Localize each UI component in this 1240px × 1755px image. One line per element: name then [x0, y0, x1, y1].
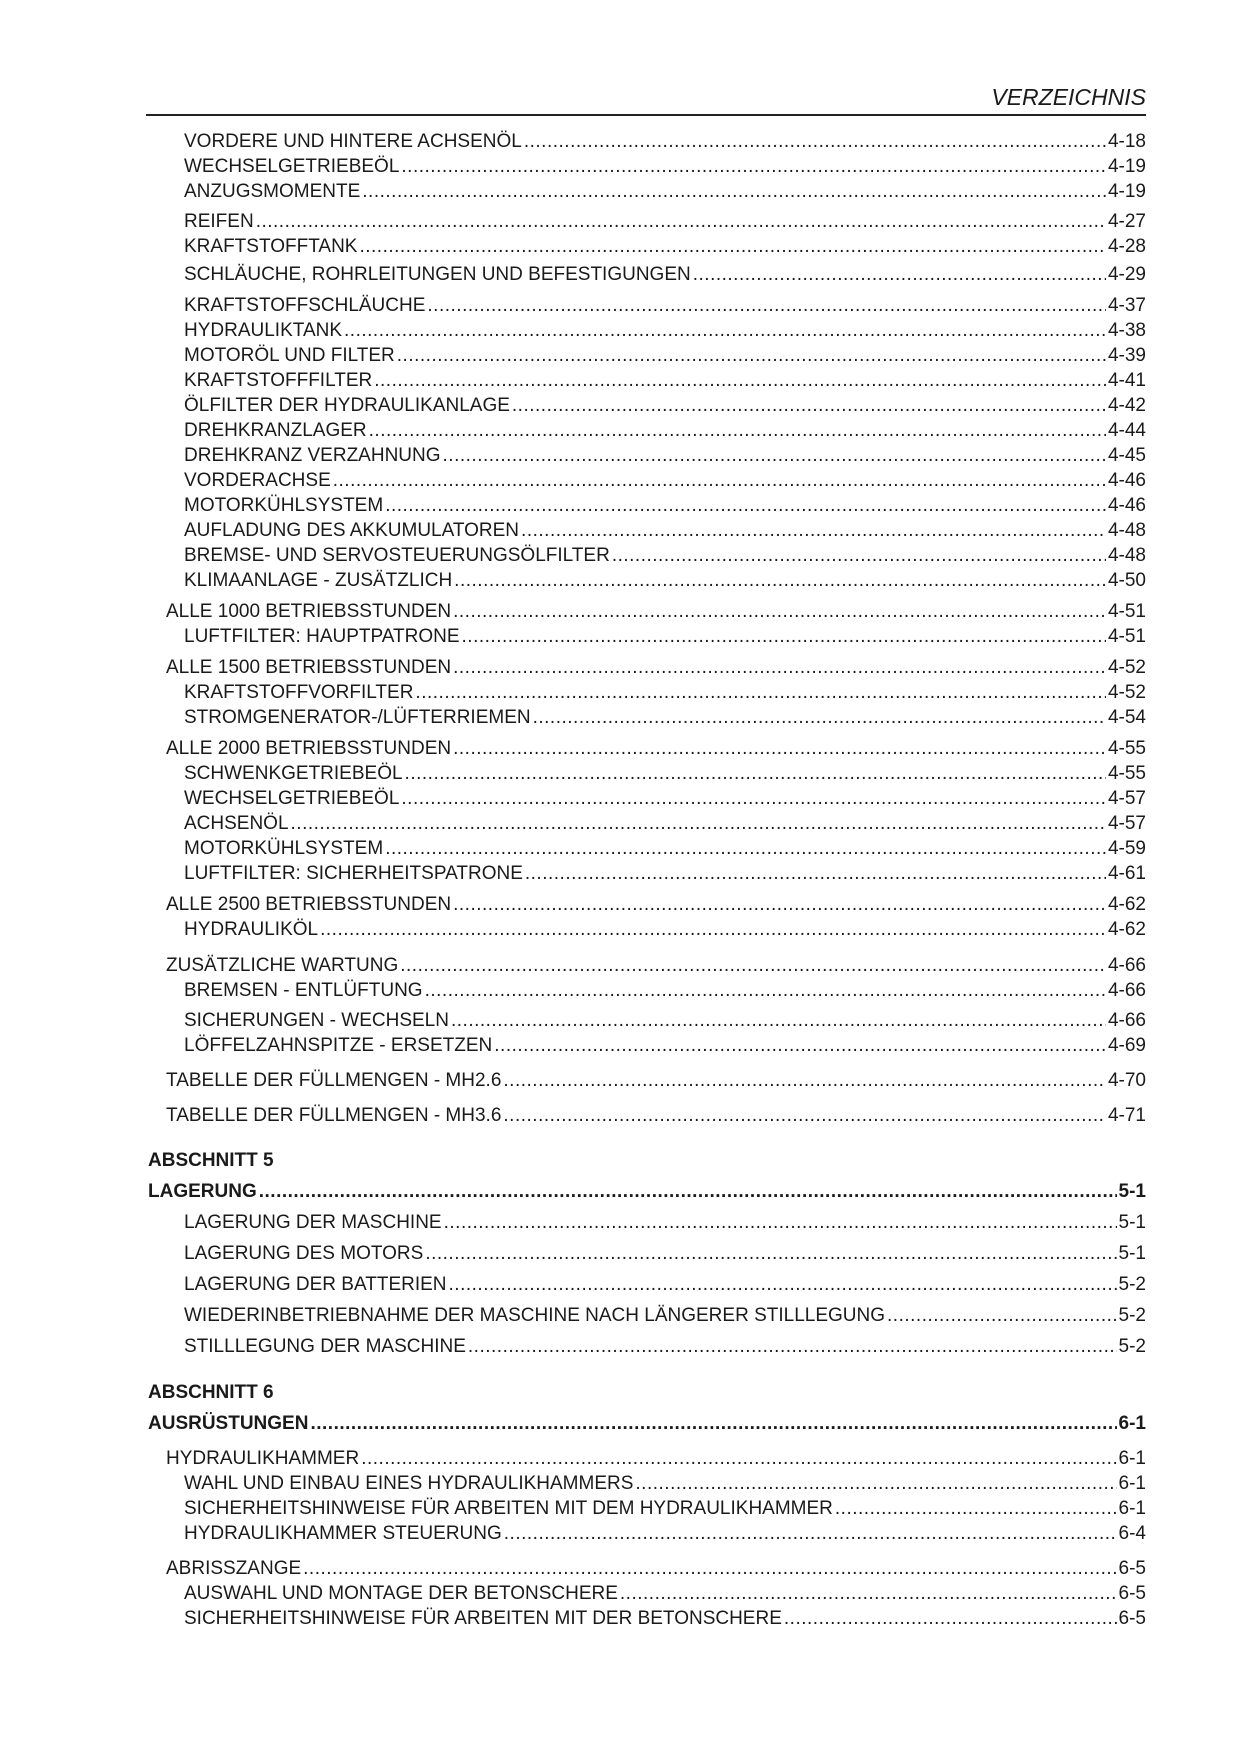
toc-entry[interactable]: HYDRAULIKÖL ..... 4-62 [184, 919, 1146, 941]
toc-entry[interactable]: ZUSÄTZLICHE WARTUNG ..... 4-66 [166, 955, 1146, 977]
toc-entry[interactable]: ACHSENÖL ..... 4-57 [184, 813, 1146, 835]
toc-entry[interactable]: SCHWENKGETRIEBEÖL ..... 4-55 [184, 763, 1146, 785]
toc-entry[interactable]: ALLE 1000 BETRIEBSSTUNDEN ..... 4-51 [166, 601, 1146, 623]
toc-entry[interactable]: MOTORÖL UND FILTER ..... 4-39 [184, 345, 1146, 367]
toc-entry[interactable]: KRAFTSTOFFSCHLÄUCHE ..... 4-37 [184, 295, 1146, 317]
toc-entry[interactable]: LAGERUNG DER MASCHINE ..... 5-1 [184, 1212, 1146, 1234]
toc-entry[interactable]: VORDERACHSE ..... 4-46 [184, 470, 1146, 492]
toc-entry[interactable]: SICHERHEITSHINWEISE FÜR ARBEITEN MIT DEM HYDRAULIKHAMMER ..... 6-1 [184, 1498, 1146, 1520]
toc-entry[interactable]: ALLE 1500 BETRIEBSSTUNDEN ..... 4-52 [166, 657, 1146, 679]
toc-entry[interactable]: VORDERE UND HINTERE ACHSENÖL ..... 4-18 [184, 131, 1146, 153]
toc-entry[interactable]: WECHSELGETRIEBEÖL ..... 4-19 [184, 156, 1146, 178]
section-label: ABSCHNITT 6 [148, 1382, 274, 1403]
toc-entry[interactable]: TABELLE DER FÜLLMENGEN - MH2.6 ..... 4-70 [166, 1070, 1146, 1092]
toc-entry[interactable]: BREMSE- UND SERVOSTEUERUNGSÖLFILTER ..... 4-48 [184, 545, 1146, 567]
toc-entry[interactable]: DREHKRANZLAGER ..... 4-44 [184, 420, 1146, 442]
toc-entry[interactable]: HYDRAULIKTANK ..... 4-38 [184, 320, 1146, 342]
toc-entry[interactable]: LUFTFILTER: SICHERHEITSPATRONE ..... 4-61 [184, 863, 1146, 885]
toc-entry[interactable]: MOTORKÜHLSYSTEM ..... 4-46 [184, 495, 1146, 517]
toc-entry[interactable]: DREHKRANZ VERZAHNUNG ..... 4-45 [184, 445, 1146, 467]
toc-entry[interactable]: MOTORKÜHLSYSTEM ..... 4-59 [184, 838, 1146, 860]
toc-entry[interactable]: WAHL UND EINBAU EINES HYDRAULIKHAMMERS ..... 6-1 [184, 1473, 1146, 1495]
toc-entry[interactable]: KRAFTSTOFFVORFILTER ..... 4-52 [184, 682, 1146, 704]
toc-entry[interactable]: ABRISSZANGE ..... 6-5 [166, 1558, 1146, 1580]
toc-entry[interactable]: ANZUGSMOMENTE ..... 4-19 [184, 181, 1146, 203]
toc-entry[interactable]: STILLLEGUNG DER MASCHINE ..... 5-2 [184, 1336, 1146, 1358]
toc-entry[interactable]: KRAFTSTOFFFILTER ..... 4-41 [184, 370, 1146, 392]
toc-entry[interactable]: SICHERUNGEN - WECHSELN ..... 4-66 [184, 1010, 1146, 1032]
toc-entry[interactable]: TABELLE DER FÜLLMENGEN - MH3.6 ..... 4-71 [166, 1105, 1146, 1127]
toc-entry[interactable]: HYDRAULIKHAMMER STEUERUNG ..... 6-4 [184, 1523, 1146, 1545]
chapter-entry[interactable]: LAGERUNG ..... 5-1 [148, 1181, 1146, 1203]
toc-entry[interactable]: KRAFTSTOFFTANK ..... 4-28 [184, 236, 1146, 258]
toc-entry[interactable]: STROMGENERATOR-/LÜFTERRIEMEN ..... 4-54 [184, 707, 1146, 729]
toc-entry[interactable]: AUFLADUNG DES AKKUMULATOREN ..... 4-48 [184, 520, 1146, 542]
toc-entry[interactable]: ALLE 2000 BETRIEBSSTUNDEN ..... 4-55 [166, 738, 1146, 760]
chapter-entry[interactable]: AUSRÜSTUNGEN ..... 6-1 [148, 1413, 1146, 1435]
toc-entry[interactable]: WECHSELGETRIEBEÖL ..... 4-57 [184, 788, 1146, 810]
section-label: ABSCHNITT 5 [148, 1150, 274, 1171]
toc-entry[interactable]: BREMSEN - ENTLÜFTUNG ..... 4-66 [184, 980, 1146, 1002]
toc-entry[interactable]: HYDRAULIKHAMMER ..... 6-1 [166, 1448, 1146, 1470]
toc-entry[interactable]: REIFEN ..... 4-27 [184, 211, 1146, 233]
toc-entry[interactable]: LAGERUNG DER BATTERIEN ..... 5-2 [184, 1274, 1146, 1296]
toc-entry[interactable]: LUFTFILTER: HAUPTPATRONE ..... 4-51 [184, 626, 1146, 648]
toc-entry[interactable]: SICHERHEITSHINWEISE FÜR ARBEITEN MIT DER BETONSCHERE ..... 6-5 [184, 1608, 1146, 1630]
toc-entry[interactable]: LAGERUNG DES MOTORS ..... 5-1 [184, 1243, 1146, 1265]
toc-entry[interactable]: KLIMAANLAGE - ZUSÄTZLICH ..... 4-50 [184, 570, 1146, 592]
page-title: VERZEICHNIS [991, 84, 1146, 110]
toc-entry[interactable]: ÖLFILTER DER HYDRAULIKANLAGE ..... 4-42 [184, 395, 1146, 417]
toc-entry[interactable]: LÖFFELZAHNSPITZE - ERSETZEN ..... 4-69 [184, 1035, 1146, 1057]
toc-entry[interactable]: SCHLÄUCHE, ROHRLEITUNGEN UND BEFESTIGUNGEN ..... 4-29 [184, 264, 1146, 286]
toc-entry[interactable]: ALLE 2500 BETRIEBSSTUNDEN ..... 4-62 [166, 894, 1146, 916]
toc-entry[interactable]: WIEDERINBETRIEBNAHME DER MASCHINE NACH LÄNGERER STILLLEGUNG ..... 5-2 [184, 1305, 1146, 1327]
toc-entry[interactable]: AUSWAHL UND MONTAGE DER BETONSCHERE ..... 6-5 [184, 1583, 1146, 1605]
